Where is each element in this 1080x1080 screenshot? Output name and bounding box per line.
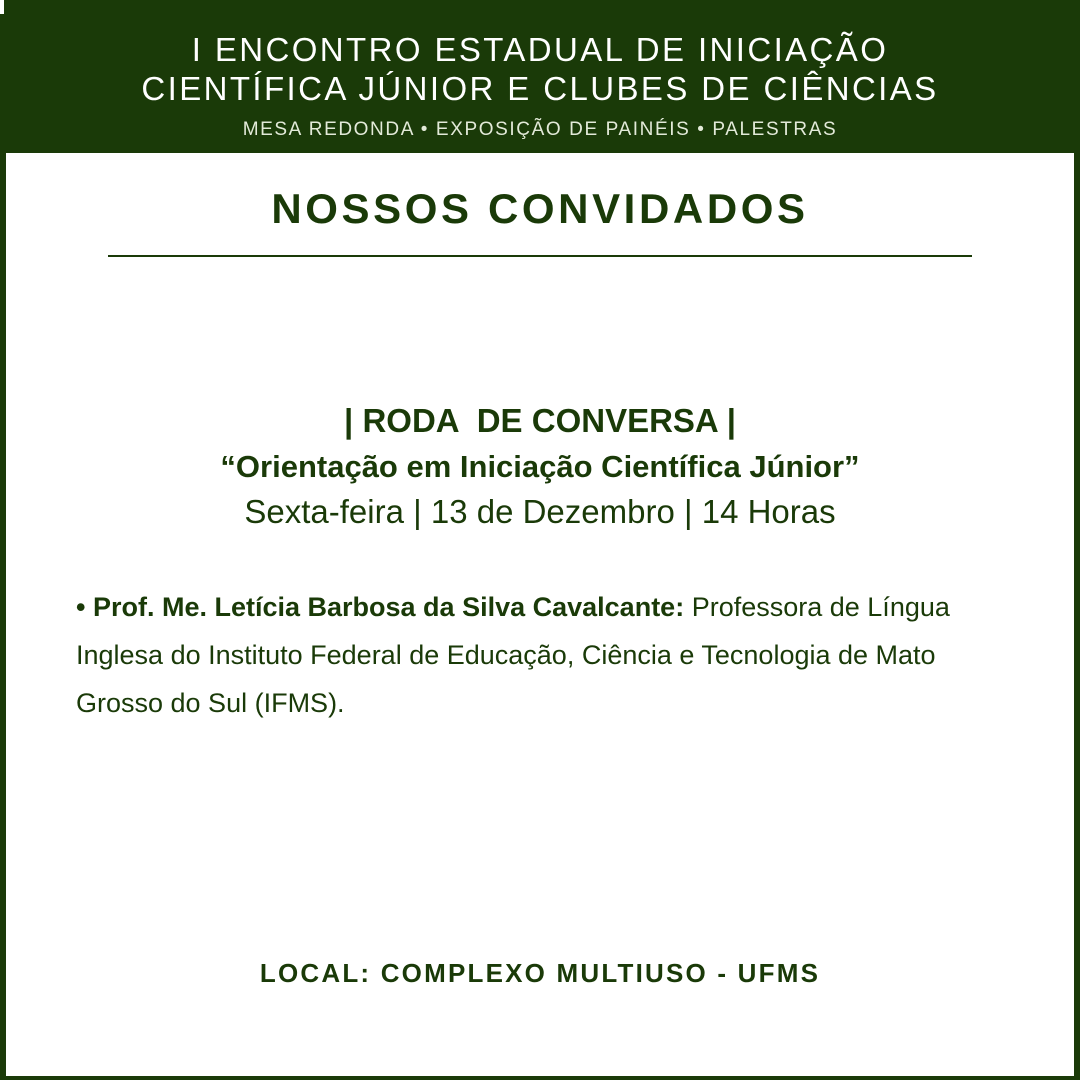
event-title-line-2: CIENTÍFICA JÚNIOR E CLUBES DE CIÊNCIAS <box>141 70 939 107</box>
guest-description: Professora de Língua Inglesa do Instituto Federal de Educação, Ciência e Tecnologia de Mato Grosso do Sul (IFMS). <box>76 592 950 718</box>
guest-name: Prof. Me. Letícia Barbosa da Silva Cavalcante: <box>92 592 685 622</box>
session-type-label: | RODA DE CONVERSA | <box>344 402 736 439</box>
session-date: Sexta-feira | 13 de Dezembro | 14 Horas <box>244 493 836 530</box>
guest-entry <box>76 583 1016 727</box>
header-banner <box>0 0 1080 153</box>
session-title: “Orientação em Iniciação Científica Júnior” <box>220 449 860 484</box>
section-divider <box>108 255 972 257</box>
event-subtitle: MESA REDONDA • EXPOSIÇÃO DE PAINÉIS • PALESTRAS <box>242 119 838 140</box>
section-title: NOSSOS CONVIDADOS <box>271 185 809 232</box>
event-location: LOCAL: COMPLEXO MULTIUSO - UFMS <box>259 958 821 988</box>
corner-mark <box>0 0 4 14</box>
guest-bullet: • <box>76 592 86 622</box>
event-title-line-1: I ENCONTRO ESTADUAL DE INICIAÇÃO <box>191 31 889 68</box>
